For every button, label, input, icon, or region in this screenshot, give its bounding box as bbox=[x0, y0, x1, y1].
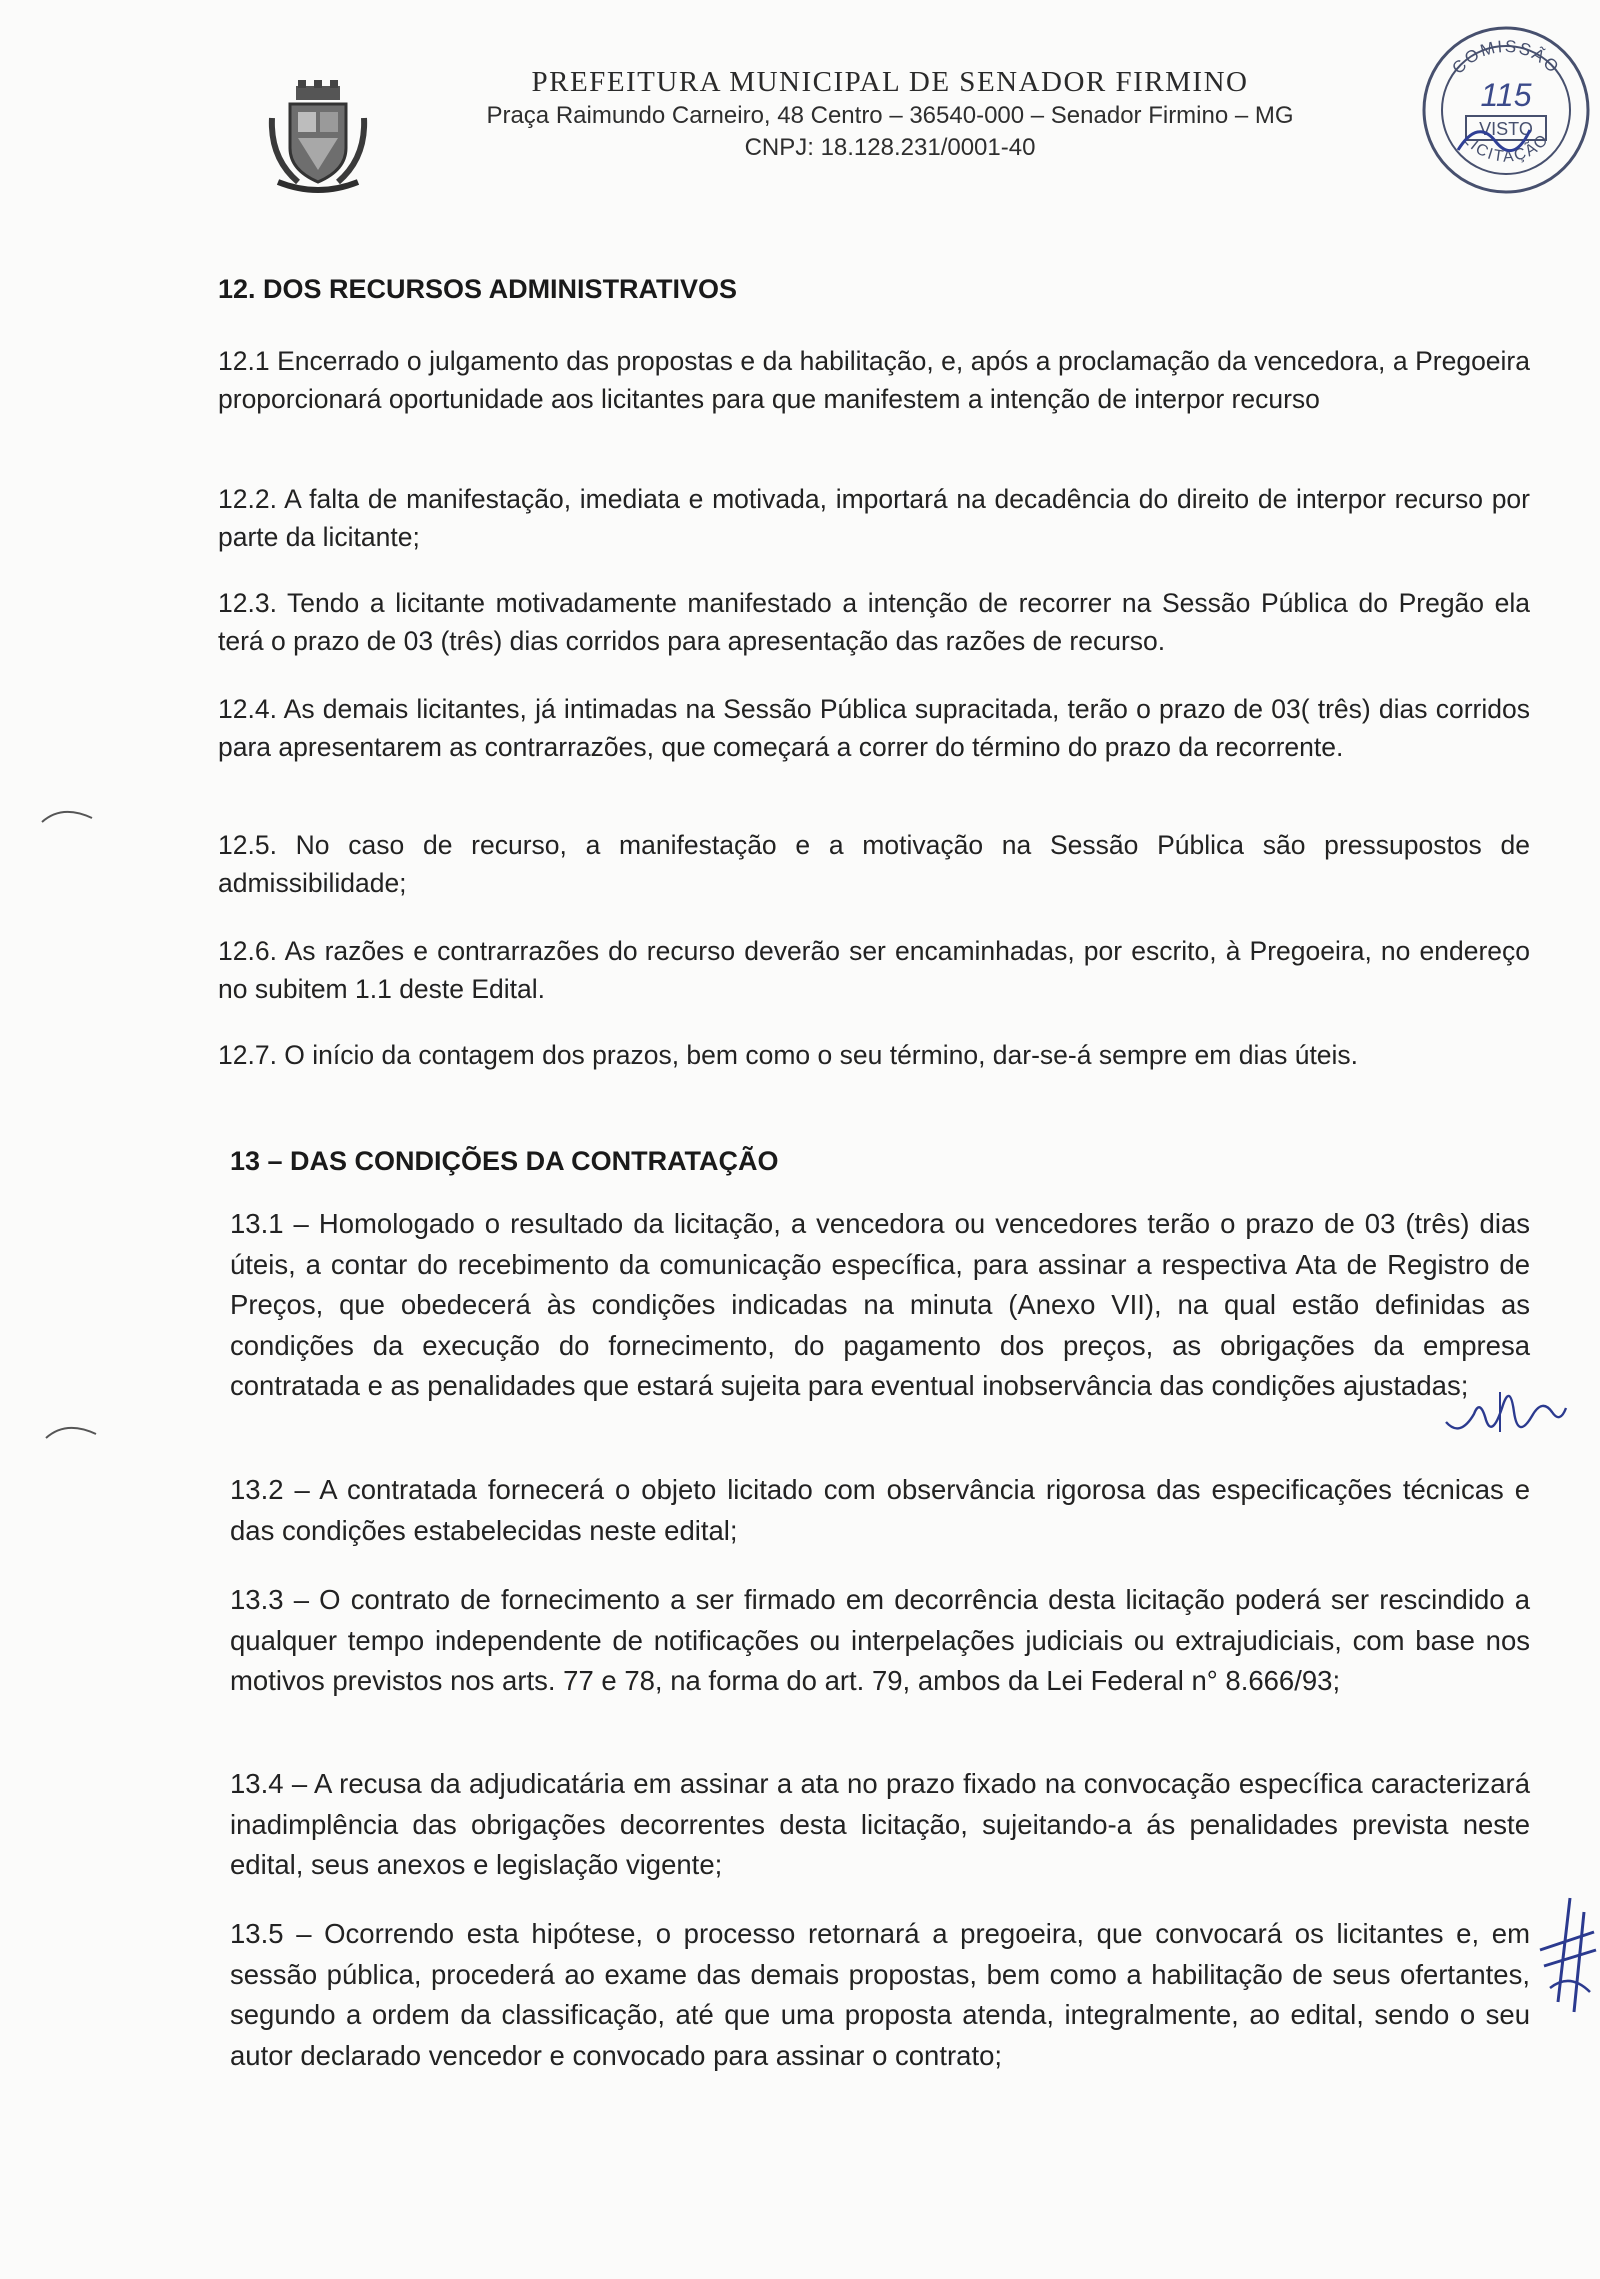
clause-12-3: 12.3. Tendo a licitante motivadamente manifestado a intenção de recorrer na Sessão Pública do Pregão ela terá o prazo de 03 (três) dias corridos para apresentação das razões de recurso. bbox=[218, 588, 1530, 656]
clause-13-2: 13.2 – A contratada fornecerá o objeto licitado com observância rigorosa das especificações técnicas e das condições estabelecidas neste edital; bbox=[230, 1474, 1530, 1546]
org-address: Praça Raimundo Carneiro, 48 Centro – 36540-000 – Senador Firmino – MG bbox=[486, 102, 1294, 129]
letterhead bbox=[380, 64, 1400, 164]
handwritten-signature bbox=[1440, 1368, 1570, 1448]
stamp-bottom-text: LICITAÇÃO bbox=[1459, 130, 1553, 166]
clause-13-5: 13.5 – Ocorrendo esta hipótese, o processo retornará a pregoeira, que convocará os licitantes e, em sessão pública, procederá ao exame das demais propostas, bem como a habilitação de seus ofertantes, segundo a ordem da classificação, até que uma proposta atenda, integralmente, ao edital, sendo o seu autor declarado vencedor e convocado para assinar o contrato; bbox=[230, 1918, 1530, 2071]
margin-mark bbox=[42, 1416, 102, 1446]
org-name: PREFEITURA MUNICIPAL DE SENADOR FIRMINO bbox=[531, 66, 1249, 98]
clause-12-2: 12.2. A falta de manifestação, imediata e motivada, importará na decadência do direito de interpor recurso por parte da licitante; bbox=[218, 484, 1530, 552]
clause-12-6: 12.6. As razões e contrarrazões do recurso deverão ser encaminhadas, por escrito, à Pregoeira, no endereço no subitem 1.1 deste Edital. bbox=[218, 936, 1530, 1004]
handwritten-initials bbox=[1530, 1892, 1600, 2022]
clause-12-5: 12.5. No caso de recurso, a manifestação e a motivação na Sessão Pública são pressupostos de admissibilidade; bbox=[218, 830, 1530, 898]
stamp-top-text: COMISSÃO bbox=[1448, 36, 1564, 78]
clause-12-4: 12.4. As demais licitantes, já intimadas na Sessão Pública supracitada, terão o prazo de 03( três) dias corridos para apresentarem as contrarrazões, que começará a correr do término do prazo da recorrente. bbox=[218, 694, 1530, 762]
clause-13-3: 13.3 – O contrato de fornecimento a ser firmado em decorrência desta licitação poderá ser rescindido a qualquer tempo independente de notificações ou interpelações judiciais ou extrajudiciais, com base nos motivos previstos nos arts. 77 e 78, na forma do art. 79, ambos da Lei Federal n° 8.666/93; bbox=[230, 1584, 1530, 1696]
stamp-number: 115 bbox=[1480, 77, 1532, 113]
section-12-title: 12. DOS RECURSOS ADMINISTRATIVOS bbox=[218, 274, 738, 304]
margin-mark bbox=[38, 800, 98, 830]
section-13-title: 13 – DAS CONDIÇÕES DA CONTRATAÇÃO bbox=[230, 1146, 779, 1176]
municipal-crest-icon bbox=[268, 78, 368, 196]
stamp-middle-text: VISTO bbox=[1479, 119, 1533, 139]
clause-12-1: 12.1 Encerrado o julgamento das propostas e da habilitação, e, após a proclamação da vencedora, a Pregoeira proporcionará oportunidade aos licitantes para que manifestem a intenção de interpor recurso bbox=[218, 346, 1530, 414]
org-cnpj: CNPJ: 18.128.231/0001-40 bbox=[744, 134, 1036, 161]
clause-13-4: 13.4 – A recusa da adjudicatária em assinar a ata no prazo fixado na convocação específica caracterizará inadimplência das obrigações decorrentes desta licitação, sujeitando-a ás penalidades prevista neste edital, seus anexos e legislação vigente; bbox=[230, 1768, 1530, 1880]
commission-stamp bbox=[1418, 22, 1594, 198]
clause-12-7: 12.7. O início da contagem dos prazos, bem como o seu término, dar-se-á sempre em dias úteis. bbox=[218, 1040, 1359, 1070]
svg-text:COMISSÃO bbox=[1448, 37, 1563, 78]
clause-13-1: 13.1 – Homologado o resultado da licitação, a vencedora ou vencedores terão o prazo de 03 (três) dias úteis, a contar do recebimento da comunicação específica, para assinar a respectiva Ata de Registro de Preços, que obedecerá às condições indicadas na minuta (Anexo VII), na qual estão definidas as condições da execução do fornecimento, do pagamento dos preços, as obrigações da empresa contratada e as penalidades que estará sujeita para eventual inobservância das condições ajustadas; bbox=[230, 1208, 1530, 1401]
